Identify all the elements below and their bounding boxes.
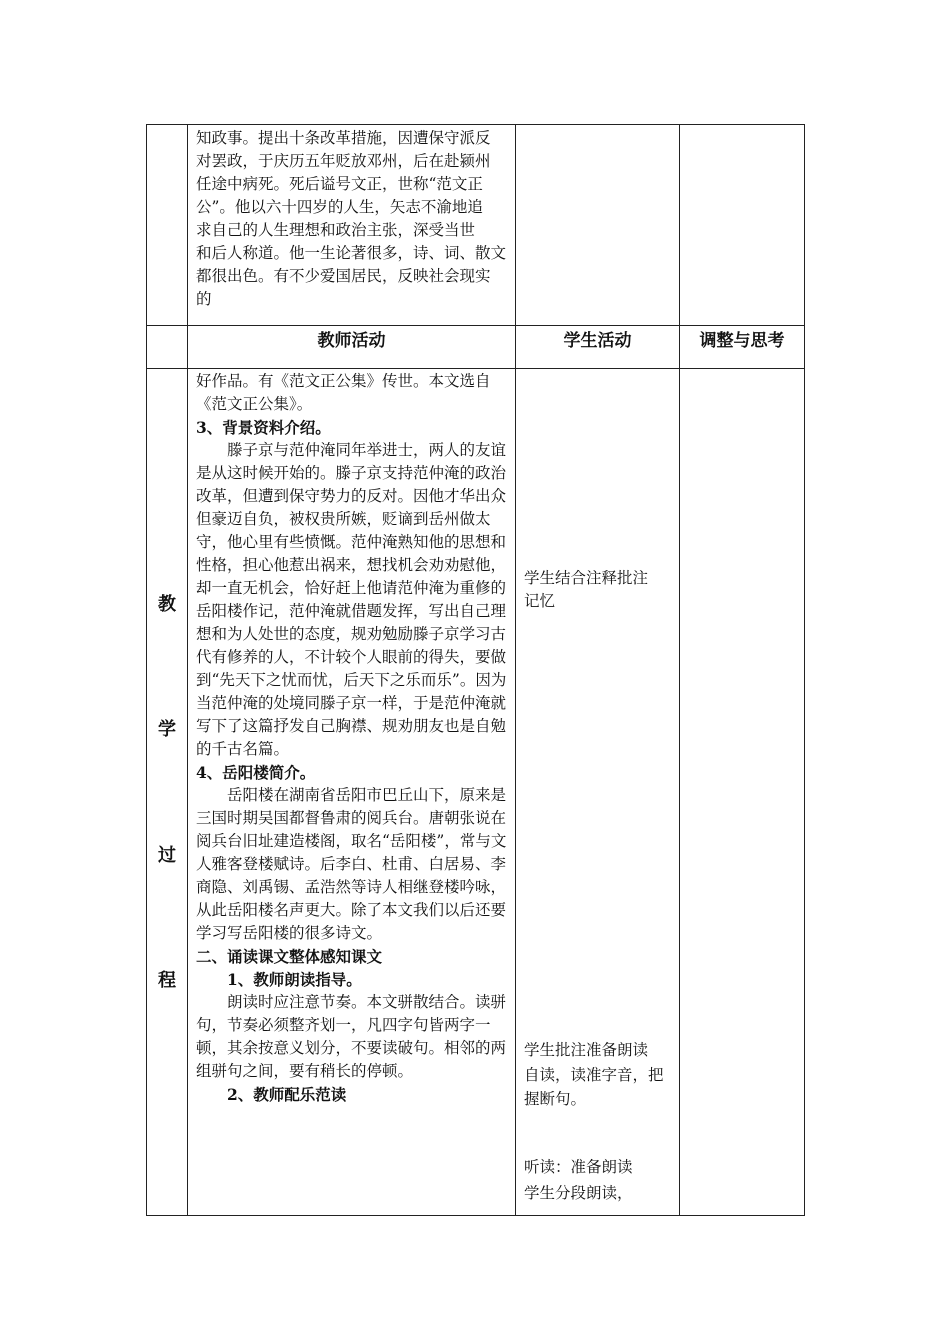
- section-heading-background: 3、背景资料介绍。: [196, 418, 331, 437]
- subheading-reading-guide: 1、教师朗读指导。: [227, 970, 362, 989]
- author-bio-cell: [188, 125, 516, 326]
- bio-line: 知政事。提出十条改革措施，因遭保守派反: [196, 129, 491, 147]
- student-activity-cell: [516, 369, 680, 1216]
- side-char: 教: [158, 594, 176, 615]
- subheading-model-reading: 2、教师配乐范读: [227, 1085, 347, 1104]
- bio-line: 对罢政，于庆历五年贬放邓州，后在赴颍州: [196, 152, 491, 170]
- header-blank: [147, 326, 188, 369]
- teacher-activity-cell: [188, 369, 516, 1216]
- header-student: 学生活动: [516, 326, 680, 369]
- bio-line: 任途中病死。死后谥号文正，世称“范文正: [196, 175, 483, 193]
- student-note-line: 学生分段朗读，: [524, 1184, 633, 1202]
- background-paragraph: 滕子京与范仲淹同年举进士，两人的友谊是从这时候开始的。滕子京支持范仲淹的政治改革，但遭到保守势力的反对。因他才华出众但豪迈自负，被权贵所嫉，贬谪到岳州做太守，他心里有些愤慨。范仲淹熟知他的思想和性格，担心他惹出祸来，想找机会劝劝慰他，却一直无机会，恰好赶上他请范仲淹为重修的岳阳楼作记，范仲淹就借题发挥，写出自己理想和为人处世的态度，规劝勉励滕子京学习古代有修养的人，不计较个人眼前的得失，要做到“先天下之忧而忧，后天下之乐而乐”。因为当范仲淹的处境同滕子京一样，于是范仲淹就写下了这篇抒发自己胸襟、规劝朋友也是自勉的千古名篇。: [196, 441, 507, 758]
- student-note-line: 学生批注准备朗读: [524, 1041, 649, 1059]
- side-cell-top: [147, 125, 188, 326]
- header-adjust: 调整与思考: [680, 326, 805, 369]
- continuation-row: [147, 125, 805, 326]
- header-teacher: 教师活动: [188, 326, 516, 369]
- intro-text: 好作品。有《范文正公集》传世。本文选自《范文正公集》。: [196, 372, 491, 413]
- student-note-line: 学生结合注释批注: [524, 569, 649, 587]
- bio-line: 求自己的人生理想和政治主张，深受当世: [196, 221, 476, 239]
- header-row: [147, 326, 805, 369]
- section-heading-yueyang: 4、岳阳楼简介。: [196, 763, 316, 782]
- adjust-cell: [680, 369, 805, 1216]
- reading-guide-paragraph: 朗读时应注意节奏。本文骈散结合。读骈句，节奏必须整齐划一，凡四字句皆两字一顿，其余按意义划分，不要读破句。相邻的两组骈句之间，要有稍长的停顿。: [196, 993, 507, 1080]
- side-label-cell: [147, 369, 188, 1216]
- side-char: 程: [158, 970, 176, 991]
- lesson-plan-table: [146, 124, 805, 1216]
- process-row: [147, 369, 805, 1216]
- student-cell-top: [516, 125, 680, 326]
- student-note-line: 握断句。: [524, 1090, 587, 1108]
- bio-line: 和后人称道。他一生论著很多，诗、词、散文: [196, 244, 507, 262]
- bio-line: 的: [196, 290, 212, 308]
- student-note-line: 记忆: [524, 592, 556, 610]
- yueyang-paragraph: 岳阳楼在湖南省岳阳市巴丘山下，原来是三国时期吴国都督鲁肃的阅兵台。唐朝张说在阅兵台旧址建造楼阁，取名“岳阳楼”，常与文人雅客登楼赋诗。后李白、杜甫、白居易、李商隐、刘禹锡、孟浩然等诗人相继登楼吟咏，从此岳阳楼名声更大。除了本文我们以后还要学习写岳阳楼的很多诗文。: [196, 786, 507, 942]
- adjust-cell-top: [680, 125, 805, 326]
- section-heading-reading: 二、诵读课文整体感知课文: [196, 947, 383, 966]
- student-note-line: 听读：准备朗读: [524, 1158, 633, 1176]
- bio-line: 都很出色。有不少爱国居民，反映社会现实: [196, 267, 491, 285]
- bio-line: 公”。他以六十四岁的人生，矢志不渝地追: [196, 198, 483, 216]
- side-char: 过: [158, 845, 176, 866]
- student-note-line: 自读，读准字音，把: [524, 1066, 664, 1084]
- side-char: 学: [158, 719, 176, 740]
